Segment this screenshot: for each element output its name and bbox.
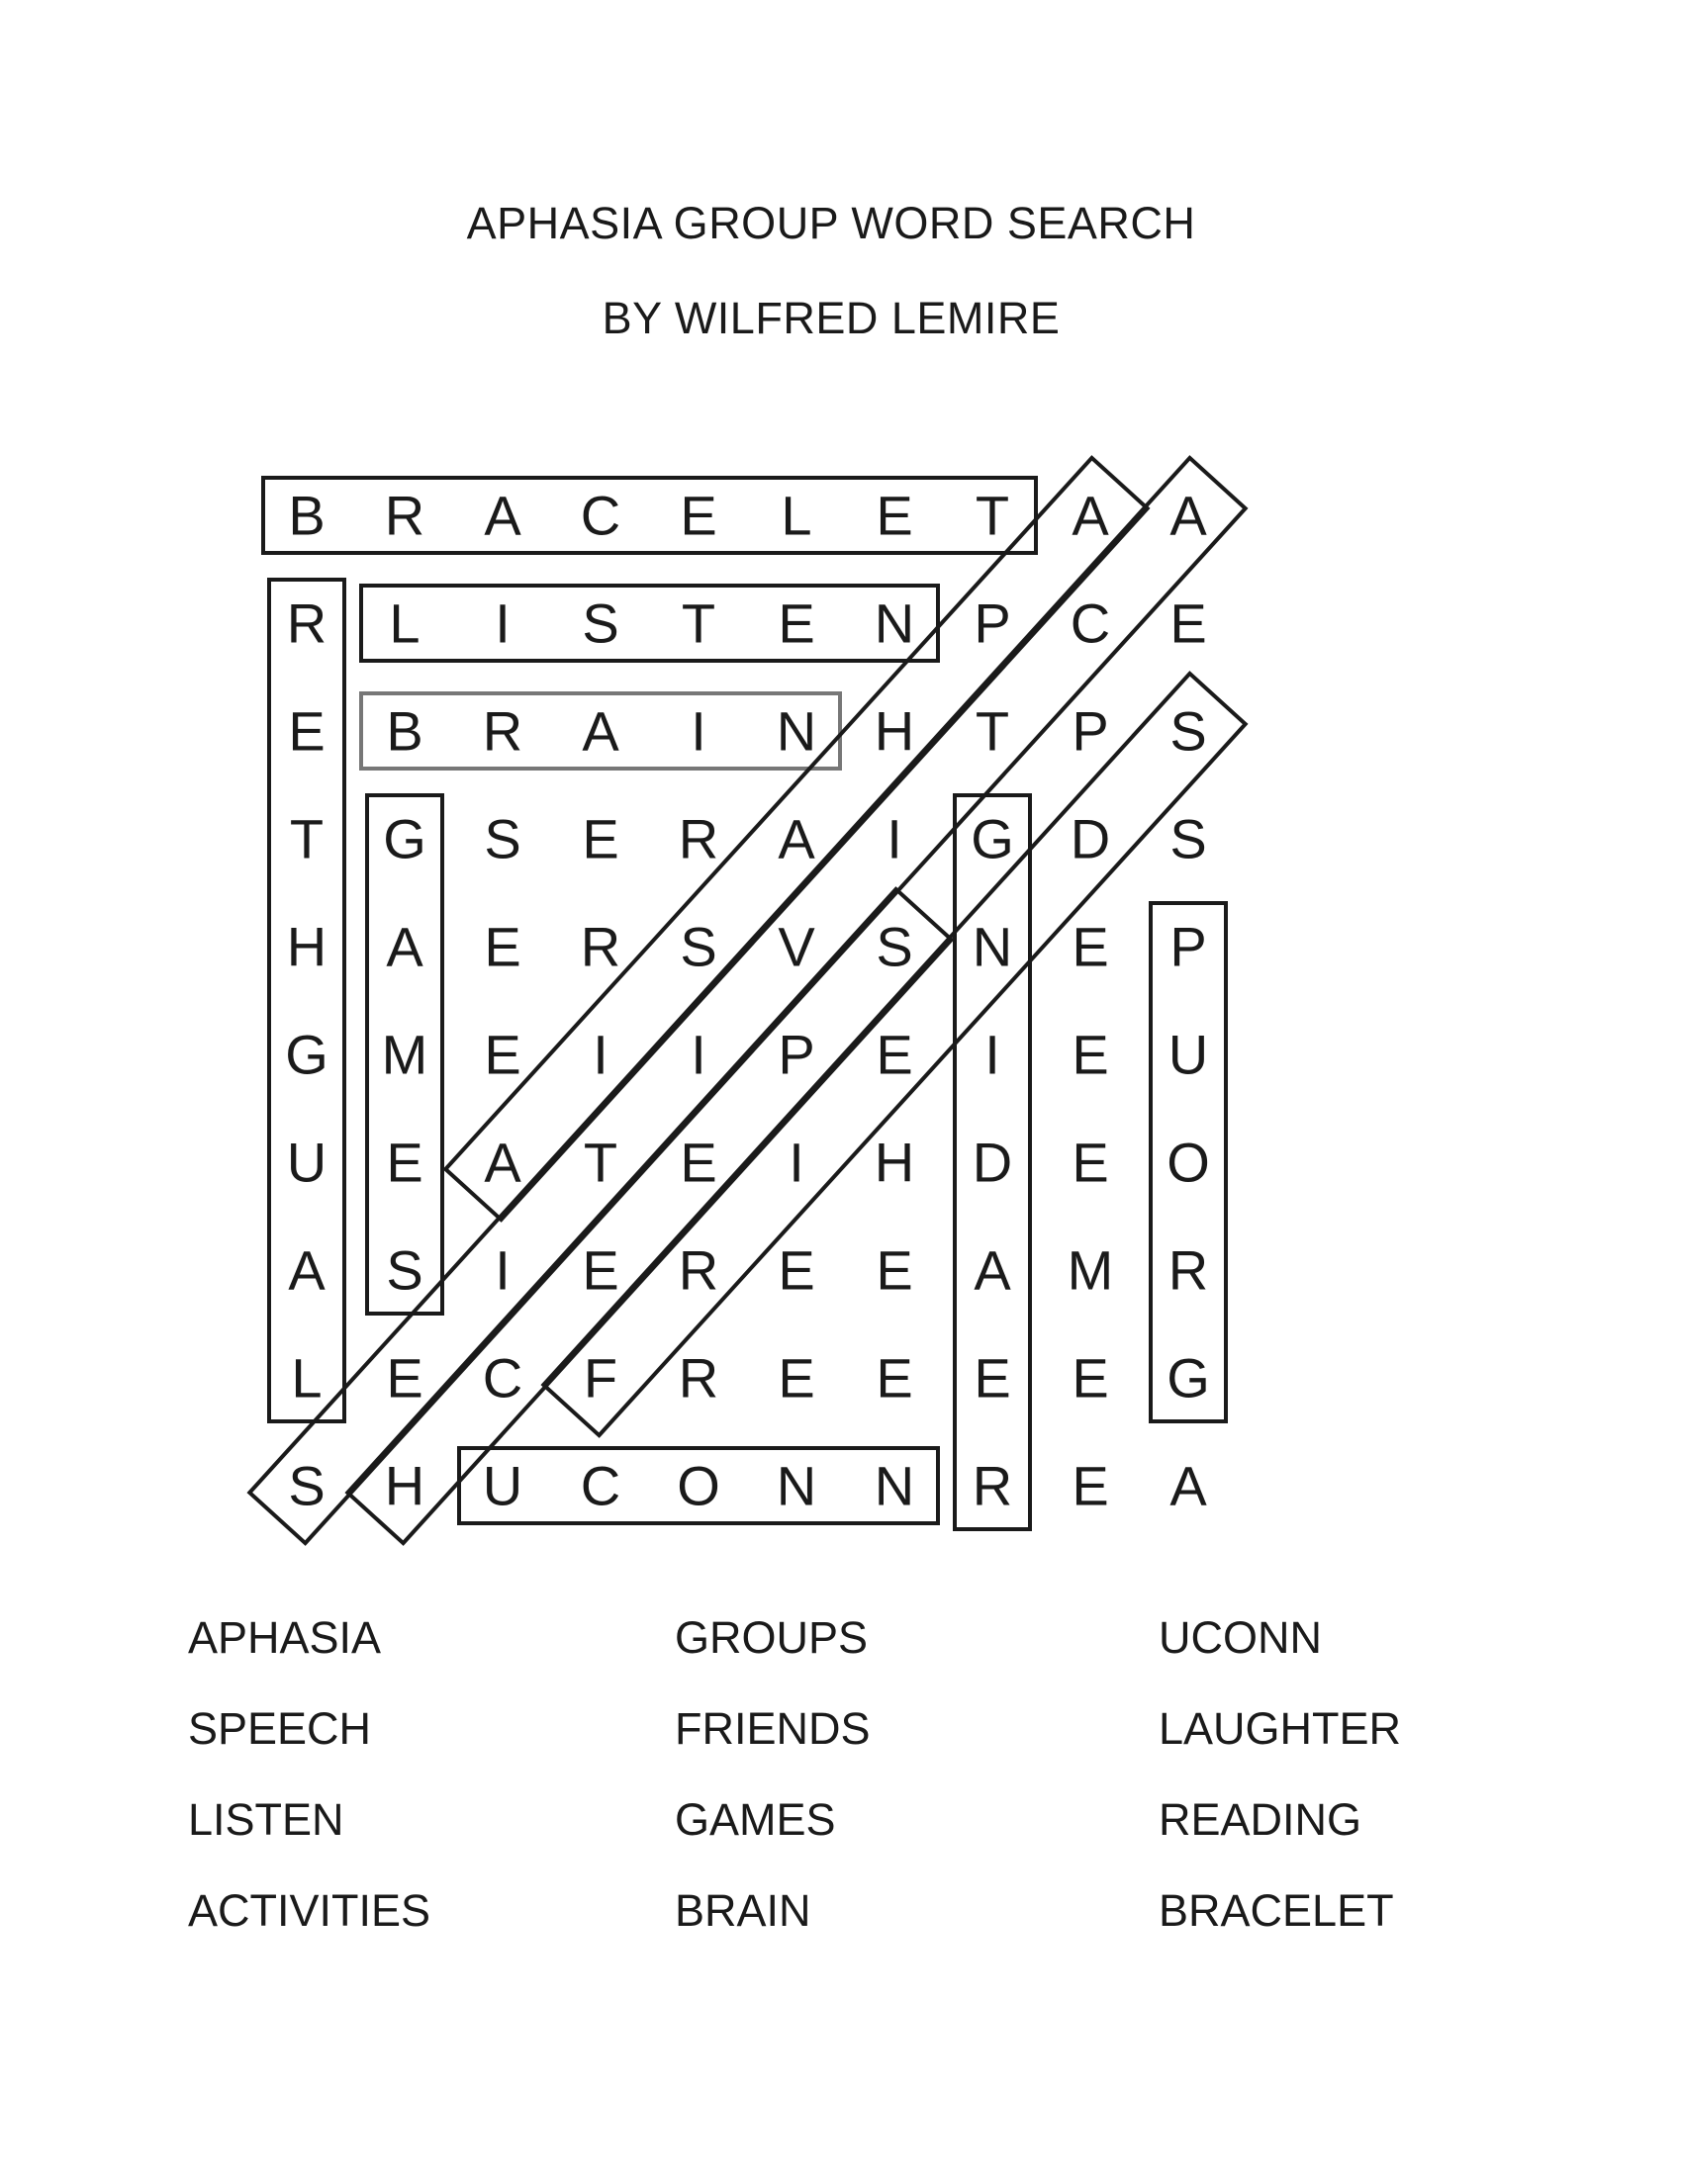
grid-cell-letter[interactable]: P: [1169, 915, 1207, 978]
found-word-outline-bracelet: [263, 478, 1036, 553]
grid-cell-letter[interactable]: A: [288, 1238, 326, 1302]
grid-cell-letter[interactable]: E: [1072, 1023, 1109, 1086]
grid-cell-letter[interactable]: I: [984, 1023, 1000, 1086]
grid-cell-letter[interactable]: N: [874, 592, 915, 655]
grid-cell-letter[interactable]: H: [874, 1131, 915, 1194]
grid-cell-letter[interactable]: G: [285, 1023, 328, 1086]
grid-cell-letter[interactable]: B: [386, 699, 423, 763]
grid-cell-letter[interactable]: R: [482, 699, 523, 763]
grid-cell-letter[interactable]: N: [874, 1454, 915, 1517]
grid-cell-letter[interactable]: P: [778, 1023, 815, 1086]
grid-cell-letter[interactable]: R: [1167, 1238, 1209, 1302]
grid-cell-letter[interactable]: I: [593, 1023, 608, 1086]
grid-cell-letter[interactable]: E: [484, 915, 521, 978]
grid-cell-letter[interactable]: H: [384, 1454, 425, 1517]
grid-letters: [285, 485, 1210, 1517]
grid-cell-letter[interactable]: S: [876, 915, 913, 978]
grid-cell-letter[interactable]: B: [288, 484, 326, 547]
grid-cell-letter[interactable]: E: [1169, 592, 1207, 655]
grid-cell-letter[interactable]: R: [678, 807, 719, 870]
grid-cell-letter[interactable]: L: [291, 1346, 323, 1410]
grid-cell-letter[interactable]: I: [887, 807, 902, 870]
grid-cell-letter[interactable]: L: [781, 484, 812, 547]
word-list-item: LAUGHTER: [1159, 1703, 1402, 1754]
grid-cell-letter[interactable]: R: [286, 592, 327, 655]
found-word-outline-listen: [361, 586, 938, 661]
word-list-item: ACTIVITIES: [188, 1885, 431, 1936]
grid-cell-letter[interactable]: C: [482, 1346, 523, 1410]
grid-cell-letter[interactable]: E: [974, 1346, 1011, 1410]
grid-cell-letter[interactable]: E: [876, 1023, 913, 1086]
grid-cell-letter[interactable]: I: [495, 1238, 511, 1302]
grid-cell-letter[interactable]: G: [383, 807, 426, 870]
grid-cell-letter[interactable]: S: [386, 1238, 423, 1302]
grid-cell-letter[interactable]: E: [876, 1238, 913, 1302]
puzzle-author: BY WILFRED LEMIRE: [602, 293, 1061, 343]
grid-cell-letter[interactable]: E: [778, 1346, 815, 1410]
word-list-item: APHASIA: [188, 1612, 382, 1663]
grid-cell-letter[interactable]: E: [386, 1346, 423, 1410]
word-list-item: GROUPS: [675, 1612, 869, 1663]
grid-cell-letter[interactable]: A: [1169, 484, 1207, 547]
grid-cell-letter[interactable]: A: [582, 699, 619, 763]
grid-cell-letter[interactable]: A: [974, 1238, 1011, 1302]
grid-cell-letter[interactable]: E: [288, 699, 326, 763]
grid-cell-letter[interactable]: D: [1070, 807, 1111, 870]
grid-cell-letter[interactable]: T: [289, 807, 325, 870]
grid-cell-letter[interactable]: A: [1072, 484, 1109, 547]
grid-cell-letter[interactable]: N: [972, 915, 1013, 978]
grid-cell-letter[interactable]: H: [286, 915, 327, 978]
word-list-item: GAMES: [675, 1794, 836, 1845]
grid-cell-letter[interactable]: R: [972, 1454, 1013, 1517]
grid-cell-letter[interactable]: E: [484, 1023, 521, 1086]
grid-cell-letter[interactable]: O: [1167, 1131, 1210, 1194]
grid-cell-letter[interactable]: E: [876, 1346, 913, 1410]
grid-cell-letter[interactable]: E: [680, 1131, 717, 1194]
grid-cell-letter[interactable]: M: [1067, 1238, 1114, 1302]
grid-cell-letter[interactable]: P: [974, 592, 1011, 655]
grid-cell-letter[interactable]: C: [580, 484, 621, 547]
word-list-item: BRAIN: [675, 1885, 811, 1936]
word-list-item: LISTEN: [188, 1794, 344, 1845]
grid-cell-letter[interactable]: E: [1072, 1346, 1109, 1410]
word-list-item: READING: [1159, 1794, 1362, 1845]
grid-cell-letter[interactable]: G: [1167, 1346, 1210, 1410]
grid-cell-letter[interactable]: A: [484, 484, 521, 547]
word-list-item: UCONN: [1159, 1612, 1322, 1663]
grid-cell-letter[interactable]: R: [580, 915, 621, 978]
grid-cell-letter[interactable]: R: [678, 1238, 719, 1302]
grid-cell-letter[interactable]: I: [691, 699, 706, 763]
grid-cell-letter[interactable]: S: [1169, 807, 1207, 870]
grid-cell-letter[interactable]: U: [482, 1454, 523, 1517]
grid-cell-letter[interactable]: N: [776, 1454, 817, 1517]
grid-cell-letter[interactable]: C: [1070, 592, 1111, 655]
grid-cell-letter[interactable]: F: [583, 1346, 618, 1410]
grid-cell-letter[interactable]: T: [975, 699, 1010, 763]
grid-cell-letter[interactable]: A: [386, 915, 423, 978]
grid-cell-letter[interactable]: E: [582, 807, 619, 870]
grid-cell-letter[interactable]: P: [1072, 699, 1109, 763]
word-list-item: BRACELET: [1159, 1885, 1394, 1936]
grid-cell-letter[interactable]: T: [975, 484, 1010, 547]
grid-cell-letter[interactable]: I: [495, 592, 511, 655]
grid-cell-letter[interactable]: S: [1169, 699, 1207, 763]
grid-cell-letter[interactable]: G: [971, 807, 1014, 870]
grid-cell-letter[interactable]: R: [384, 484, 425, 547]
grid-cell-letter[interactable]: V: [778, 915, 815, 978]
grid-cell-letter[interactable]: E: [778, 1238, 815, 1302]
grid-cell-letter[interactable]: M: [381, 1023, 428, 1086]
grid-cell-letter[interactable]: S: [680, 915, 717, 978]
grid-cell-letter[interactable]: A: [484, 1131, 521, 1194]
grid-cell-letter[interactable]: L: [389, 592, 420, 655]
grid-cell-letter[interactable]: R: [678, 1346, 719, 1410]
grid-cell-letter[interactable]: E: [1072, 1454, 1109, 1517]
grid-cell-letter[interactable]: E: [1072, 1131, 1109, 1194]
grid-cell-letter[interactable]: H: [874, 699, 915, 763]
grid-cell-letter[interactable]: T: [583, 1131, 618, 1194]
grid-cell-letter[interactable]: E: [778, 592, 815, 655]
grid-cell-letter[interactable]: N: [776, 699, 817, 763]
grid-cell-letter[interactable]: S: [288, 1454, 326, 1517]
grid-cell-letter[interactable]: O: [677, 1454, 720, 1517]
grid-cell-letter[interactable]: E: [582, 1238, 619, 1302]
grid-cell-letter[interactable]: U: [1167, 1023, 1209, 1086]
grid-cell-letter[interactable]: C: [580, 1454, 621, 1517]
grid-cell-letter[interactable]: S: [484, 807, 521, 870]
grid-cell-letter[interactable]: U: [286, 1131, 327, 1194]
grid-cell-letter[interactable]: T: [681, 592, 716, 655]
grid-cell-letter[interactable]: E: [680, 484, 717, 547]
grid-cell-letter[interactable]: E: [386, 1131, 423, 1194]
grid-cell-letter[interactable]: E: [1072, 915, 1109, 978]
found-word-outline-aphasia: [347, 889, 951, 1543]
grid-cell-letter[interactable]: D: [972, 1131, 1013, 1194]
word-list-item: FRIENDS: [675, 1703, 871, 1754]
grid-cell-letter[interactable]: A: [778, 807, 815, 870]
grid-cell-letter[interactable]: I: [789, 1131, 804, 1194]
grid-cell-letter[interactable]: E: [876, 484, 913, 547]
puzzle-title: APHASIA GROUP WORD SEARCH: [466, 198, 1196, 248]
grid-cell-letter[interactable]: S: [582, 592, 619, 655]
grid-cell-letter[interactable]: A: [1169, 1454, 1207, 1517]
grid-cell-letter[interactable]: I: [691, 1023, 706, 1086]
word-list-item: SPEECH: [188, 1703, 372, 1754]
